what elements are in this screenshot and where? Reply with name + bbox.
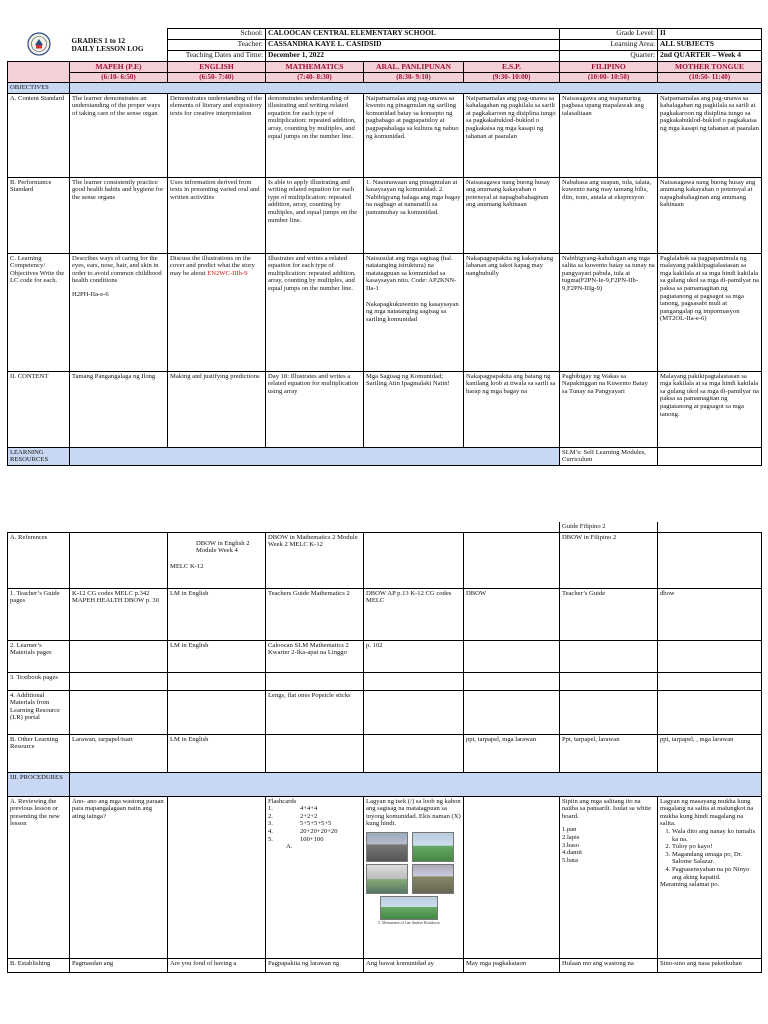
- lesson-log-page-2: [0, 520, 768, 1024]
- flashcard-text: 2+2+2: [300, 812, 318, 820]
- flashcard-item: [268, 805, 361, 813]
- review-filipino: [560, 796, 658, 958]
- ps-mapeh: The learner consistently practice good health habits and hygiene for the sense organs: [70, 177, 168, 253]
- additional-label: 4. Additional Materials from Learning Resource (LR) portal: [8, 690, 70, 734]
- textbook-label: 3. Textbook pages: [8, 672, 70, 690]
- est-mt: Sino-sino ang nasa paketkuhan: [658, 958, 762, 972]
- ref-esp: [464, 532, 560, 588]
- flashcard-text: 5+5+5+5+5: [300, 820, 332, 828]
- subject-english: ENGLISH: [168, 62, 266, 73]
- lm-esp: [464, 640, 560, 672]
- flashcard-text: 100+100: [300, 835, 324, 843]
- grade-label: Grade Level:: [560, 29, 658, 40]
- p2-top-mt: [658, 522, 762, 532]
- landmark-photo: [366, 864, 408, 894]
- review-filipino-text: Sipiin ang mga salitang ito na naiiba sa pansarili. Isulat sa white board.: [562, 797, 651, 820]
- establishing-label: B. Establishing: [8, 958, 70, 972]
- monument-photo: [380, 896, 438, 920]
- flashcard-num: 1.: [268, 805, 273, 813]
- est-ap: Ang bawat komunidad ay: [364, 958, 464, 972]
- cs-esp: Naipamamalas ang pag-unawa sa kahalagahan ng pagkilala sa sarili at pagkakaroon ng disiplina tungo sa pagkakabuklod-buklod o pagkakaisa ng mga kasapi ng tahanan at paaralan: [464, 93, 560, 177]
- cs-ap: Naipamamalas ang pag-unawa sa kwento ng pinagmulan ng sariling komunidad batay sa konsepto ng pagbabago at pagpapatuloy at pagpapahalaga sa kultura ng nabuo ng komunidad.: [364, 93, 464, 177]
- subject-mt: MOTHER TONGUE: [658, 62, 762, 73]
- cs-mt: Naipamamalas ang pag-unawa sa kahalagahan ng pagkilala sa sarili at pagkakaroon ng disiplina tungo sa pagkakabuklod-buklod o pagkakaisa ng mga kasapi ng tahanan at paaralan: [658, 93, 762, 177]
- other-esp: ppt, tarpapel, mga larawan: [464, 734, 560, 772]
- procedures-band: [70, 772, 762, 796]
- lc-mapeh-text: Describes ways of caring for the eyes, ears, nose, hair, and skin in order to avoid common childhood health conditions: [72, 254, 162, 285]
- grade-value: II: [658, 29, 762, 40]
- corner-cell: [8, 62, 70, 83]
- content-ap: Mga Sagisag ng Komunidad; Sariling Atin Ipagmalaki Natin!: [364, 371, 464, 447]
- lc-ap: [364, 253, 464, 371]
- lc-english-code: EN2WC-IIIh-9: [207, 269, 248, 277]
- est-english: Are you fond of having a: [168, 958, 266, 972]
- landmark-photo: [412, 832, 454, 862]
- flashcard-text: 20+20+20+20: [300, 827, 338, 835]
- lc-ap-extra: Nakapagkukuwento ng kasaysayan ng mga natatanging sagisag sa sariling komunidad: [366, 300, 459, 323]
- other-mt: ppt, tarpapel, , mga larawan: [658, 734, 762, 772]
- flashcards-title: Flashcards: [268, 797, 297, 805]
- mt-sentence: 3. Magandang umaga po, Dr. Salome Salazar.: [672, 851, 759, 866]
- other-filipino: Ppt, tarpapel, larawan: [560, 734, 658, 772]
- tg-label: 1. Teacher’s Guide pages: [8, 588, 70, 640]
- other-ap: [364, 734, 464, 772]
- tb-esp: [464, 672, 560, 690]
- review-ap-text: Lagyan ng tsek (/) sa loob ng kahon ang sagisag na matatagpuan sa inyong komunidad. Ekis naman (X) kung hindi.: [366, 797, 461, 828]
- time-english: (6:50- 7:40): [168, 73, 266, 83]
- lm-label: 2. Learner’s Materials pages: [8, 640, 70, 672]
- procedures-label: III. PROCEDURES: [8, 772, 70, 796]
- add-ap: [364, 690, 464, 734]
- subject-ap: ARAL. PANLIPUNAN: [364, 62, 464, 73]
- tg-mapeh: K-12 CG codes MELC p.342 MAPEH HEALTH DBOW p. 30: [70, 588, 168, 640]
- cs-english: Demonstrates understanding of the elements of literary and expository texts for creative interpretation: [168, 93, 266, 177]
- area-label: Learning Area:: [560, 40, 658, 51]
- lm-mt: [658, 640, 762, 672]
- ref-mapeh: [70, 532, 168, 588]
- objectives-label: OBJECTIVES: [8, 83, 70, 94]
- mt-sentence: 4. Pagpasensyahan na po Ninyo ang aking kapatid.: [672, 866, 759, 881]
- tb-math: [266, 672, 364, 690]
- time-mt: (10:50- 11:40): [658, 73, 762, 83]
- ref-mt: [658, 532, 762, 588]
- flashcard-text: 4+4+4: [300, 805, 318, 813]
- tg-ap: DBOW AP p.13 K-12 CG codes MELC: [364, 588, 464, 640]
- mt-sentence-list: [660, 828, 759, 881]
- resources-label: LEARNING RESOURCES: [8, 447, 70, 465]
- time-esp: (9:30- 10:00): [464, 73, 560, 83]
- flashcard-item: [268, 813, 361, 821]
- filipino-word: 5.bata: [562, 856, 578, 864]
- dates-value: December 1, 2022: [266, 51, 560, 62]
- objectives-band: [70, 83, 762, 94]
- lc-mapeh: [70, 253, 168, 371]
- lc-ap-text: Naisusulat ang mga sagisag (hal. natatanging istruktura) na matatagpuan sa komunidad sa kasaysayan nito. Code: AP2KNN-IIa-1: [366, 254, 457, 292]
- other-mapeh: Larawan, tarpapel/tsart: [70, 734, 168, 772]
- cs-math: demonstrates understanding of illustrating and writing related equation for each type of multiplication: repeated addition, array, counting by multiples, and equal jumps on the number line.: [266, 93, 364, 177]
- flashcard-num: 3.: [268, 820, 273, 828]
- filipino-word: 3.baso: [562, 841, 580, 849]
- lc-math: Illustrates and writes a related equation for each type of multiplication: repeated addition, array, counting by multiples, and equal jumps on the number line.: [266, 253, 364, 371]
- filipino-word: 4.damit: [562, 849, 582, 857]
- lc-mt: Paglalahok sa pagpapanimula ng malayang pakikipagtalastasan sa mga kakilala at sa mga hindi kakilala sa gulang ukol sa mga di-pamilyar na paksa sa pamamagitan ng pagtatanong at pagsagot sa mga tanong, pagsasabi muli at pangangalap ng impormasyon (MT2OL-IIa-e-6): [658, 253, 762, 371]
- review-esp: [464, 796, 560, 958]
- tg-esp: DBOW: [464, 588, 560, 640]
- flashcards-a: A.: [286, 843, 293, 851]
- quarter-value: 2nd QUARTER – Week 4: [658, 51, 762, 62]
- cs-filipino: Naisasagawa ang mapanuring pagbasa upang mapalawak ang talasalitaan: [560, 93, 658, 177]
- subject-mapeh: MAPEH (P.E): [70, 62, 168, 73]
- subject-math: MATHEMATICS: [266, 62, 364, 73]
- review-ap: [364, 796, 464, 958]
- ap-pictures-row-1: [366, 830, 461, 862]
- content-mt: Malayang pakikipagtalastasan sa mga kakilala at sa mga hindi kakilala sa gulang ukol sa mga di-pamilyar na paksa sa pamamagitan ng pagtatanong at pagsagot sa mga tanong.: [658, 371, 762, 447]
- content-english: Making and justifying predictions: [168, 371, 266, 447]
- monument-caption: 5. Monument of Gat Andres Bonifacio: [378, 919, 440, 925]
- resources-filipino: SLM’s: Self Learning Modules, Curriculum: [560, 447, 658, 465]
- lc-english: [168, 253, 266, 371]
- flashcard-item: [268, 820, 361, 828]
- content-standard-label: A. Content Standard: [8, 93, 70, 177]
- tb-mapeh: [70, 672, 168, 690]
- lc-english-text: Discuss the illustrations on the cover and predict what the story may be about: [170, 254, 255, 277]
- landmark-photo: [366, 832, 408, 862]
- ps-english: Uses information derived from texts in presenting varied oral and written activities: [168, 177, 266, 253]
- resources-mt: [658, 447, 762, 465]
- landmark-photo: [412, 864, 454, 894]
- performance-standard-label: B. Performance Standard: [8, 177, 70, 253]
- dates-label: Teaching Dates and Time:: [168, 51, 266, 62]
- content-filipino: Pagbibigay ng Wakas sa Napakinggan na Kuwento Batay sa Tunay na Pangyayari: [560, 371, 658, 447]
- time-mapeh: (6:10- 6:50): [70, 73, 168, 83]
- mt-sentence: 2. Tuloy po kayo!: [672, 843, 759, 851]
- mt-sentence: 1. Wala dito ang nanay ko tumalis ka na.: [672, 828, 759, 843]
- flashcard-num: 2.: [268, 812, 273, 820]
- lm-ap: p. 102: [364, 640, 464, 672]
- filipino-word: 1.pan: [562, 826, 577, 834]
- review-math: [266, 796, 364, 958]
- tb-english: [168, 672, 266, 690]
- content-esp: Nakapagpapakita ang batang ng kanilang loob at tiwala sa sarili sa harap ng mga bagay na: [464, 371, 560, 447]
- ps-mt: Naisasagawa nang buong husay ang anumang kakayahan o potensyal at napagbabahaginan ang anumang kahinaan: [658, 177, 762, 253]
- add-mapeh: [70, 690, 168, 734]
- review-mapeh: Ano- ano ang mga wastong paraan para mapangalagaan natin ang ating tainga?: [70, 796, 168, 958]
- ps-esp: Naisasagawa nang buong husay ang anumang kakayahan o potensyal at napagbabahaginan ang anumang kahinaan: [464, 177, 560, 253]
- review-label: A. Reviewing the previous lesson or presenting the new lesson: [8, 796, 70, 958]
- ref-english-text: DBOW in English 2 Module Week 4: [196, 539, 250, 555]
- school-label: School:: [168, 29, 266, 40]
- est-mapeh: Pagmasdan ang: [70, 958, 168, 972]
- tg-filipino: Teacher’s Guide: [560, 588, 658, 640]
- review-mt: [658, 796, 762, 958]
- flashcard-num: 4.: [268, 827, 273, 835]
- lesson-log-table-2: [7, 522, 762, 973]
- ref-ap: [364, 532, 464, 588]
- flashcard-list: [268, 805, 361, 843]
- other-math: [266, 734, 364, 772]
- ref-filipino: DBOW in Filipino 2: [560, 532, 658, 588]
- ps-math: Is able to apply illustrating and writing related equation for each type of multiplication: repeated addition, array, counting by multiples, and equal jumps on the number line.: [266, 177, 364, 253]
- lm-english: LM in English: [168, 640, 266, 672]
- resources-band: [70, 447, 560, 465]
- content-math: Day 18: Illustrates and writes a related equation for multiplication using array: [266, 371, 364, 447]
- review-mt-outro: Maraming salamat po.: [660, 881, 720, 889]
- form-title-line2: DAILY LESSON LOG: [71, 43, 144, 53]
- school-value: CALOOCAN CENTRAL ELEMENTARY SCHOOL: [266, 29, 560, 40]
- p2-top-blank: [8, 522, 560, 532]
- deped-logo: [8, 29, 70, 62]
- tb-mt: [658, 672, 762, 690]
- content-label: II. CONTENT: [8, 371, 70, 447]
- tb-ap: [364, 672, 464, 690]
- competency-label: C. Learning Competency/ Objectives Write the LC code for each.: [8, 253, 70, 371]
- tb-filipino: [560, 672, 658, 690]
- ref-english-melc: MELC K-12: [170, 562, 204, 570]
- teacher-value: CASSANDRA KAYE L. CASIDSID: [266, 40, 560, 51]
- p2-top-filipino: Guide Filipino 2: [560, 522, 658, 532]
- ap-pictures-row-2: [366, 862, 461, 894]
- ps-filipino: Nababasa ang usapan, tula, talata, kuwento nang may tamang bilis, diin, tono, antala at ekspresyon: [560, 177, 658, 253]
- area-value: ALL SUBJECTS: [658, 40, 762, 51]
- flashcard-item: [268, 836, 361, 844]
- time-ap: (8:30- 9:10): [364, 73, 464, 83]
- form-title: [70, 29, 168, 62]
- lm-filipino: [560, 640, 658, 672]
- add-filipino: [560, 690, 658, 734]
- lesson-log-table-1: [7, 28, 762, 466]
- cs-mapeh: The learner demonstrates an understanding of the proper ways of taking care of the sense organ: [70, 93, 168, 177]
- add-english: [168, 690, 266, 734]
- add-mt: [658, 690, 762, 734]
- filipino-word: 2.lapis: [562, 833, 580, 841]
- ref-english: [168, 532, 266, 588]
- lm-math: Caloocan SLM Mathematics 2 Kwarter 2-Ika-apat na Linggo: [266, 640, 364, 672]
- deped-seal-icon: [27, 32, 51, 56]
- time-filipino: (10:00- 10:50): [560, 73, 658, 83]
- flashcard-item: [268, 828, 361, 836]
- est-esp: May mga pagkakataon: [464, 958, 560, 972]
- tg-math: Teachers Guide Mathematics 2: [266, 588, 364, 640]
- tg-english: LM in English: [168, 588, 266, 640]
- lesson-log-page-1: [0, 0, 768, 478]
- content-mapeh: Tamang Pangangalaga ng Ilong: [70, 371, 168, 447]
- add-math: Lengs, flat ones Popsicle sticks: [266, 690, 364, 734]
- ref-math: DBOW in Mathematics 2 Module Week 2 MELC K-12: [266, 532, 364, 588]
- other-english: LM in English: [168, 734, 266, 772]
- other-label: B. Other Learning Resource: [8, 734, 70, 772]
- lc-filipino: Nabibigyang-kahulugan ang mga salita sa kuwento batay sa tunay na pangyayari pabula, tula at tugma(F2PN-Ie-9,F2PN-IIb-9,F2PN-IIIg-9): [560, 253, 658, 371]
- references-label: A. References: [8, 532, 70, 588]
- subject-esp: E.S.P.: [464, 62, 560, 73]
- flashcard-num: 5.: [268, 835, 273, 843]
- add-esp: [464, 690, 560, 734]
- lc-mapeh-code: H2PH-IIa-e-6: [72, 290, 109, 298]
- subject-filipino: FILIPINO: [560, 62, 658, 73]
- lm-mapeh: [70, 640, 168, 672]
- teacher-label: Teacher:: [168, 40, 266, 51]
- tg-mt: dbow: [658, 588, 762, 640]
- review-mt-intro: Lagyan ng masayang mukha kung magalang na salita at malungkot na mukha kung hindi magalang na salita.: [660, 797, 754, 828]
- time-math: (7:40- 8:30): [266, 73, 364, 83]
- est-filipino: Hulaan mo ang wastong na: [560, 958, 658, 972]
- lc-esp: Nakapagpapakita ng kakayahang labanan ang takot kapag may nangbubully: [464, 253, 560, 371]
- form-title-line1: GRADES 1 to 12: [71, 35, 126, 45]
- review-english: [168, 796, 266, 958]
- quarter-label: Quarter:: [560, 51, 658, 62]
- filipino-word-list: [562, 826, 655, 864]
- est-math: Pagpapakita ng larawan ng: [266, 958, 364, 972]
- ps-ap: 1. Nauunawaan ang pinagmulan at kasaysayan ng komunidad. 2. Nabibigyang halaga ang mga bagay na nagbago at nananatili sa pamumuhay sa komunidad.: [364, 177, 464, 253]
